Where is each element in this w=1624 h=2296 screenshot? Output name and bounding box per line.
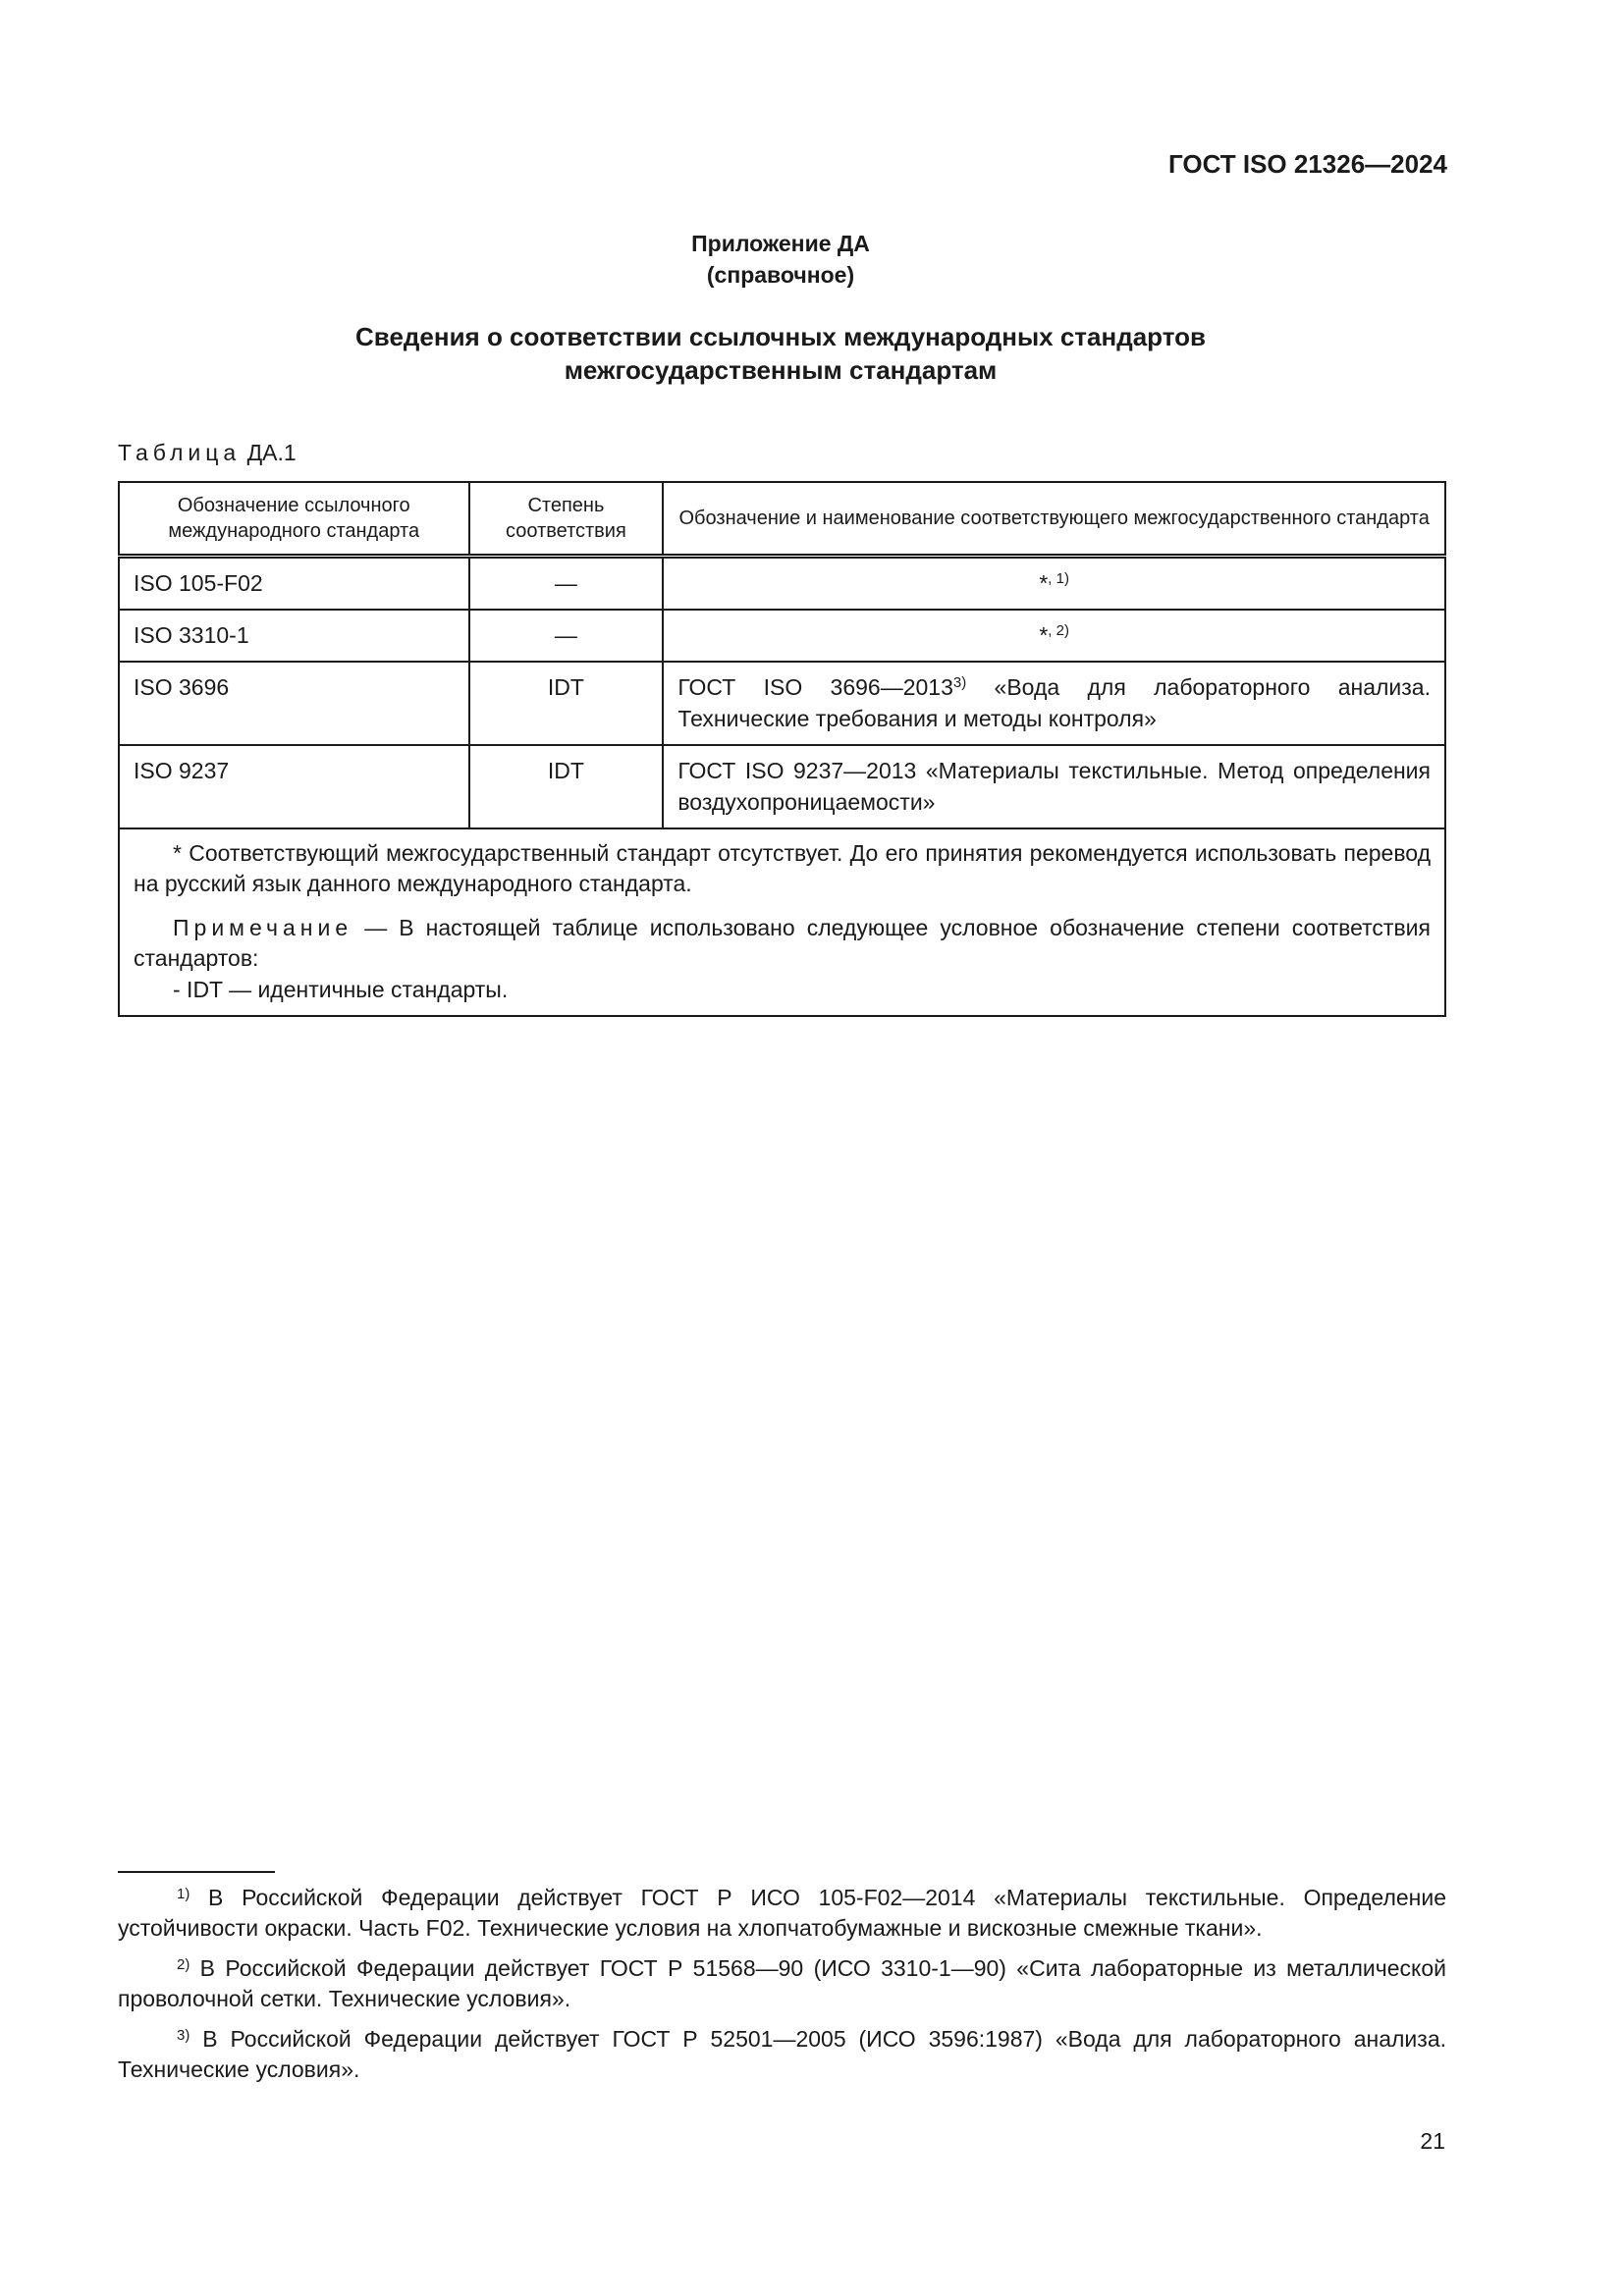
cell-degree: IDT	[469, 745, 664, 828]
header-ref-standard: Обозначение ссылочного международного стандарта	[119, 482, 469, 557]
table-header-row	[119, 482, 1445, 557]
footnote-ref: 3)	[952, 674, 967, 691]
table-notes-row	[119, 828, 1445, 1016]
table-row	[119, 610, 1445, 662]
footnote-text: В Российской Федерации действует ГОСТ Р ИСО 105-F02—2014 «Материалы текстильные. Определение устойчивости окраски. Часть F02. Технические условия на хлопчатобумажные и вискозные смежные ткани».	[118, 1885, 1446, 1941]
footnote-mark: 3)	[177, 2027, 190, 2044]
footnote-text: В Российской Федерации действует ГОСТ Р 52501—2005 (ИСО 3596:1987) «Вода для лабораторного анализа. Технические условия».	[118, 2026, 1446, 2082]
footnote-text: В Российской Федерации действует ГОСТ Р 51568—90 (ИСО 3310-1—90) «Сита лабораторные из металлической проволочной сетки. Технические условия».	[118, 1955, 1446, 2011]
page-title-line-2: межгосударственным стандартам	[564, 355, 998, 385]
table-caption-word: Таблица	[118, 440, 242, 465]
note-item: - IDT — идентичные стандарты.	[173, 977, 509, 1002]
footnote-3	[118, 2024, 1446, 2085]
document-code: ГОСТ ISO 21326—2024	[1167, 149, 1447, 179]
cell-ref: ISO 105-F02	[119, 557, 469, 611]
standards-table	[118, 481, 1446, 1017]
page-title	[0, 320, 1561, 387]
footnote-mark: 1)	[177, 1886, 190, 1902]
note-text: — В настоящей таблице использовано следующее условное обозначение степени соответствия стандартов:	[134, 915, 1431, 971]
cell-degree: —	[469, 557, 664, 611]
standard-code: ГОСТ ISO 3696—2013	[677, 674, 953, 700]
note	[134, 913, 1431, 974]
appendix-heading	[0, 228, 1561, 291]
appendix-label: Приложение ДА	[691, 231, 870, 256]
cell-degree: IDT	[469, 662, 664, 745]
footnote-divider	[118, 1871, 275, 1873]
page-title-line-1: Сведения о соответствии ссылочных международных стандартов	[355, 322, 1206, 351]
page-number: 21	[1420, 2128, 1445, 2154]
appendix-type: (справочное)	[706, 262, 855, 288]
footnote-ref: , 1)	[1048, 570, 1069, 587]
cell-standard	[663, 610, 1445, 662]
cell-degree: —	[469, 610, 664, 662]
footnote-mark: 2)	[177, 1956, 190, 1973]
cell-standard	[663, 557, 1445, 611]
footnote-2	[118, 1953, 1446, 2014]
table-row	[119, 745, 1445, 828]
cell-ref: ISO 3310-1	[119, 610, 469, 662]
table-caption-number: ДА.1	[246, 440, 297, 465]
note-label: Примечание	[173, 915, 353, 940]
table-row	[119, 662, 1445, 745]
header-interstate-standard: Обозначение и наименование соответствующего межгосударственного стандарта	[663, 482, 1445, 557]
star-note: * Соответствующий межгосударственный стандарт отсутствует. До его принятия рекомендуется использовать перевод на русский язык данного международного стандарта.	[134, 840, 1431, 896]
table-caption	[118, 440, 297, 466]
footnotes	[118, 1883, 1446, 2095]
cell-ref: ISO 9237	[119, 745, 469, 828]
footnote-1	[118, 1883, 1446, 1944]
star-mark: *	[1039, 570, 1049, 596]
standard-name: «Вода для лабораторного анализа. Технические требования и методы контроля»	[677, 674, 1431, 731]
header-degree: Степень соответствия	[469, 482, 664, 557]
cell-standard	[663, 662, 1445, 745]
table-row	[119, 557, 1445, 611]
footnote-ref: , 2)	[1048, 622, 1069, 639]
cell-ref: ISO 3696	[119, 662, 469, 745]
table-notes	[119, 828, 1445, 1016]
star-mark: *	[1039, 622, 1049, 648]
cell-standard: ГОСТ ISO 9237—2013 «Материалы текстильные. Метод определения воздухопроницаемости»	[663, 745, 1445, 828]
